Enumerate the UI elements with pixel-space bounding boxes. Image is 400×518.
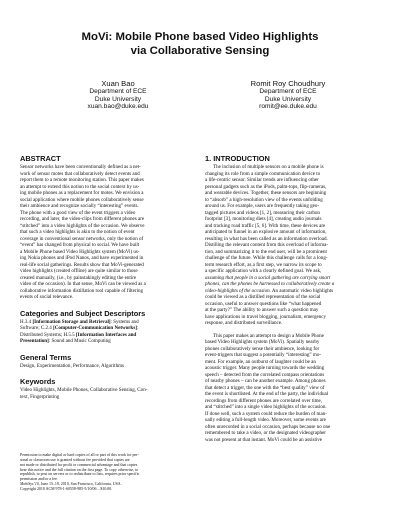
author-block-2: [218, 79, 358, 111]
categories-body: [20, 319, 196, 345]
intro-line: phones collaboratively sense their ambience, looking for: [205, 345, 320, 352]
intro-paragraph-2: [205, 333, 381, 444]
author-department: Department of ECE: [89, 88, 147, 95]
abstract-heading: ABSTRACT: [20, 154, 61, 163]
intro-line: changing its role from a simple communication device to: [205, 170, 321, 177]
abstract-line: that such a video highlights is akin to the notion of event: [20, 229, 135, 235]
intro-line: challenge of the future. While this challenge calls for a long-: [205, 255, 328, 261]
intro-line: the event is shortlisted. At the end of the party, the individual: [205, 391, 329, 397]
intro-line: footprint [3], monitoring diets [4], creating audio journals: [205, 216, 322, 222]
intro-line: could be viewed as a distilled representation of the social: [205, 294, 321, 300]
categories-heading: Categories and Subject Descriptors: [20, 308, 146, 318]
permission-line: Permission to make digital or hard copies of all or part of this work for per-: [20, 452, 139, 457]
intro-line: and tracking road traffic [5, 6]. With time, these devices are: [205, 222, 326, 229]
intro-line: response, and distributed surveillance.: [205, 320, 283, 326]
venue-line: MobiSys’10, June 15–18, 2010, San Francisco, California, USA.: [20, 481, 122, 487]
intro-line: ually editing a full-length video. Moreover, some events are: [205, 417, 326, 423]
introduction-heading: 1. INTRODUCTION: [205, 154, 270, 163]
intro-line: and “stitched” into a single video highlights of the occasion.: [205, 404, 327, 410]
intro-line: a specific application with a clearly defined goal. We ask,: [205, 268, 322, 274]
intro-line-italic: phones, can the phones be harnessed to collaboratively create a: [205, 281, 335, 287]
intro-line: event-triggers that suggest a potentially “interesting” mo-: [205, 352, 322, 358]
intro-line: recordings from different phones are correlated over time,: [205, 397, 323, 404]
abstract-line: video of the occasion). In that sense, MoVi can be viewed as a: [20, 281, 146, 287]
keywords-line: text, Fingerprinting: [20, 393, 60, 400]
author-email: xuan.bao@duke.edu: [87, 103, 149, 111]
intro-line: If done well, such a system could reduce the burden of man-: [205, 410, 327, 417]
right-column: [205, 154, 381, 443]
general-terms-text: Design, Experimentation, Performance, Algorithms: [20, 362, 124, 369]
abstract-line: their ambience and recognize socially “interesting” events.: [20, 203, 139, 209]
intro-line: ment. For example, an outburst of laughter could be an: [205, 358, 316, 365]
author-block-1: [48, 79, 188, 111]
abstract-line: report them to a remote monitoring station. This paper makes: [20, 177, 144, 183]
intro-line: acoustic trigger. Many people turning towards the wedding: [205, 365, 325, 371]
abstract-line: recording, and later, the video-clips from different phones are: [20, 216, 145, 222]
intro-line: a life-centric sensor. Similar trends are influencing other: [205, 177, 319, 183]
abstract-line: a Mobile Phone based Video Highlights system (MoVi) us-: [20, 248, 140, 255]
intro-line: have applications in travel blogging, journalism, emergency: [205, 313, 326, 320]
category-line: H.3.4 [Information Storage and Retrieval]: Systems and: [20, 318, 139, 325]
abstract-line: ing Nokia phones and iPod Nanos, and have experimented in: [20, 255, 144, 261]
abstract-line: collaborative information distillation tool capable of filtering: [20, 287, 144, 294]
permission-line: republish, to post on servers or to redistribute to lists, requires prior specific: [20, 471, 140, 477]
intro-line: personal gadgets such as the iPods, palm-tops, flip-cameras,: [205, 183, 327, 190]
intro-line: to “absorb” a high-resolution view of the events unfolding: [205, 196, 323, 203]
intro-line: occasion, useful to answer questions like “what happened: [205, 300, 322, 307]
abstract-line: video highlights (created offline) are quite similar to those: [20, 268, 138, 274]
intro-line: Distilling the relevant content from this overload of informa-: [205, 242, 329, 248]
intro-line: video-highlights of the occasion. An automatic video highlights: [205, 287, 334, 294]
intro-line: remembered to take a video, or the designated videographer: [205, 430, 326, 436]
intro-line: The inclusion of multiple sensors on a mobile phone is: [213, 164, 324, 170]
intro-line: around us. For example, users are frequently taking geo-: [205, 203, 320, 209]
keywords-line: Video Highlights, Mobile Phones, Collaborative Sensing, Con-: [20, 387, 148, 393]
keywords-heading: Keywords: [20, 377, 56, 386]
intro-line: tagged pictures and videos [1, 2], measuring their carbon: [205, 209, 320, 216]
intro-line: resulting in what has been called as an information overload.: [205, 235, 328, 242]
permission-line: not made or distributed for profit or commercial advantage and that copies: [20, 461, 138, 467]
author-name: Romit Roy Choudhury: [250, 79, 326, 88]
intro-line: was not present at that instant. MoVi could be an assistive: [205, 436, 323, 443]
category-line: Presentation]: Sound and Music Computing: [20, 338, 111, 344]
abstract-line: The phone with a good view of the event triggers a video: [20, 209, 136, 216]
abstract-line: ing mobile phones as a replacement for motes. We envision a: [20, 190, 144, 196]
intro-paragraph-1: [205, 164, 381, 327]
copyright-line: Copyright 2010 ACM 978-1-60558-985-5/10/06 ...$10.00.: [20, 485, 113, 491]
title-line-1: MoVi: Mobile Phone based Video Highlights: [81, 31, 319, 43]
author-department: Department of ECE: [259, 88, 317, 95]
keywords-body: [20, 387, 196, 400]
intro-line: term research effort, as a first step, we narrow its scope to: [205, 261, 322, 268]
intro-line: This paper makes an attempt to design a Mobile Phone: [213, 332, 324, 339]
abstract-line: coverage in conventional sensor networks, only the notion of: [20, 235, 144, 242]
intro-line: of nearby phones – can be another example. Among phones: [205, 378, 326, 384]
permission-text: [20, 453, 196, 492]
intro-line: and wearable devices. Together, these sensors are beginning: [205, 190, 327, 196]
intro-line: based Video Highlights system (MoVi). Spatially nearby: [205, 339, 320, 345]
intro-line: at the party?” The ability to answer such a question may: [205, 307, 319, 313]
paper-title: [20, 30, 380, 58]
abstract-line: an attempt to extend this notion to the social context by us-: [20, 183, 140, 190]
abstract-line: social application where mobile phones collaboratively sense: [20, 196, 144, 203]
author-name: Xuan Bao: [101, 79, 135, 88]
intro-line: that detect a trigger, the one with the “best quality” view of: [205, 384, 325, 391]
intro-line: often unrecorded in a social occasion, perhaps because no one: [205, 423, 331, 430]
abstract-line: events of social relevance.: [20, 294, 74, 300]
abstract-body: [20, 164, 196, 301]
general-terms-heading: General Terms: [20, 352, 72, 362]
intro-line: anticipated to funnel in an explosive amount of information,: [205, 229, 327, 235]
abstract-line: real-life social gatherings. Results show that MoVi-generated: [20, 261, 144, 268]
permission-line: bear this notice and the full citation on the first page. To copy otherwise, to: [20, 466, 139, 472]
author-university: Duke University: [264, 95, 312, 103]
title-line-2: via Collaborative Sensing: [130, 45, 270, 57]
permission-line: permission and/or a fee.: [20, 476, 58, 482]
abstract-line: “stitched” into a video highlights of the occasion. We observe: [20, 222, 145, 229]
intro-line: speech – detected from the correlated compass orientations: [205, 371, 325, 378]
author-university: Duke University: [94, 95, 142, 103]
intro-line-italic: assuming that people in a social gathering are carrying smart: [205, 274, 331, 281]
abstract-line: work of sensor motes that collaboratively detect events and: [20, 170, 140, 177]
intro-line: tion, and summarizing it to the end user, will be a prominent: [205, 248, 327, 255]
category-line: Distributed Systems; H.5.5 [Information Interfaces and: [20, 331, 137, 338]
category-line: Software; C.2.4 [Computer-Communication Networks]:: [20, 325, 139, 331]
left-column: [20, 154, 196, 400]
permission-line: sonal or classroom use is granted without fee provided that copies are: [20, 456, 130, 462]
abstract-line: “event” has changed from physical to social. We have built: [20, 242, 140, 248]
permission-notice: [20, 453, 196, 492]
author-email: romit@ee.duke.edu: [259, 103, 317, 111]
abstract-line: created manually, (i.e., by painstakingly editing the entire: [20, 274, 137, 281]
abstract-line: Sensor networks have been conventionally defined as a net-: [20, 164, 141, 170]
